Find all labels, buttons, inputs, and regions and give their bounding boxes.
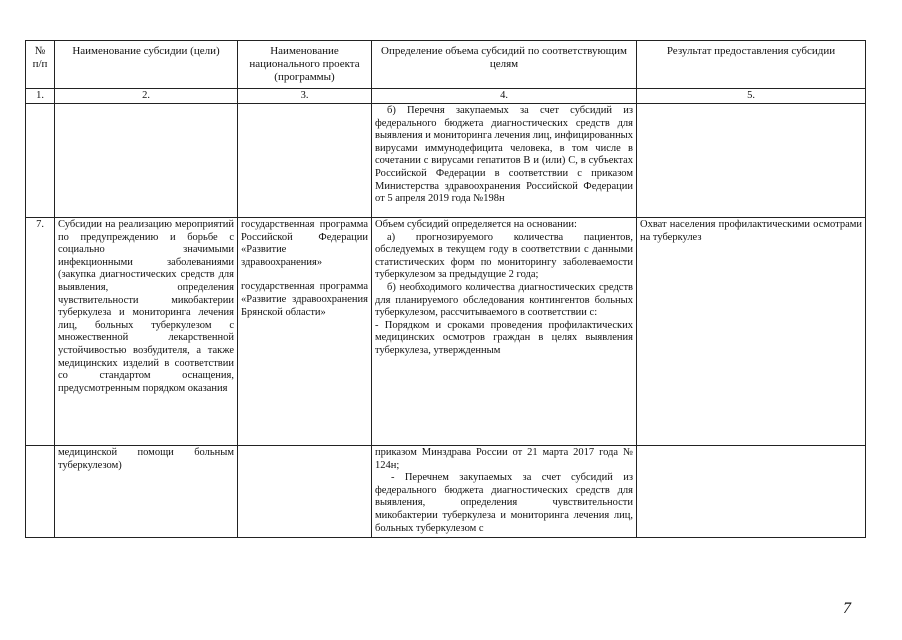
cell-project-name <box>238 218 372 446</box>
volume-item-c: - Порядком и сроками проведения профилактических медицинских осмотров граждан в целях выявления туберкулеза, утвержденным <box>375 319 633 356</box>
table-row-continuation <box>26 104 866 218</box>
cell-subsidy-name: Субсидии на реализацию мероприятий по предупреждению и борьбе с социально значимыми инфекционными заболеваниями (закупка диагностических средств для выявления, определения чувствительности микобактерии туберкулеза и мониторинга лечения лиц, больных туберкулезом с множественной лекарственной устойчивостью возбудителя, а также медицинских изделий в соответствии со стандартом оснащения, предусмотренным порядком оказания <box>55 218 238 446</box>
cell-subsidy-name-cont: медицинской помощи больным туберкулезом) <box>55 446 238 538</box>
header-subsidy-name: Наименование субсидии (цели) <box>55 41 238 89</box>
subsidy-table <box>25 40 866 538</box>
column-number: 4. <box>372 89 637 104</box>
cell-volume-definition-cont <box>372 446 637 538</box>
column-number-row <box>26 89 866 104</box>
table-row-7 <box>26 218 866 446</box>
cell-volume-definition <box>372 218 637 446</box>
table-row-7-continued <box>26 446 866 538</box>
cell-result: Охват населения профилактическими осмотрами на туберкулез <box>637 218 866 446</box>
page-number-handwritten: 7 <box>843 600 851 617</box>
project-regional: государственная программа «Развитие здравоохранения Брянской области» <box>241 281 368 318</box>
header-num: № п/п <box>26 41 55 89</box>
column-number: 3. <box>238 89 372 104</box>
cell-volume-definition: б) Перечня закупаемых за счет субсидий из федерального бюджета диагностических средств для выявления и мониторинга лечения лиц, инфицированных вирусами иммунодефицита человека, в том числе в сочетании с вирусами гепатитов В и (или) С, в субъектах Российской Федерации в соответствии с приказом Министерства здравоохранения Российской Федерации от 5 апреля 2019 года №198н <box>372 104 637 218</box>
volume-item-b: б) необходимого количества диагностических средств для планируемого обследования контингентов больных туберкулезом, рассчитываемого в соответствии с: <box>375 281 633 319</box>
header-volume-definition: Определение объема субсидий по соответствующим целям <box>372 41 637 89</box>
volume-item-a: а) прогнозируемого количества пациентов, обследуемых в текущем году в соответствии с данными статистических форм по мониторингу заболеваемости туберкулезом за предыдущие 2 года; <box>375 231 633 281</box>
column-number: 2. <box>55 89 238 104</box>
volume-list-ref: - Перечнем закупаемых за счет субсидий из федерального бюджета диагностических средств для выявления, определения чувствительности микобактерии туберкулеза и мониторинга лечения лиц, больных туберкулезом с <box>375 472 633 534</box>
volume-intro: Объем субсидий определяется на основании: <box>375 219 577 230</box>
column-number: 5. <box>637 89 866 104</box>
header-project-name: Наименование национального проекта (программы) <box>238 41 372 89</box>
cell-row-num: 7. <box>26 218 55 446</box>
header-result: Результат предоставления субсидии <box>637 41 866 89</box>
header-row <box>26 41 866 89</box>
column-number: 1. <box>26 89 55 104</box>
volume-order-ref: приказом Минздрава России от 21 марта 2017 года № 124н; <box>375 447 633 471</box>
project-federal: государственная программа Российской Федерации «Развитие здравоохранения» <box>241 219 368 268</box>
